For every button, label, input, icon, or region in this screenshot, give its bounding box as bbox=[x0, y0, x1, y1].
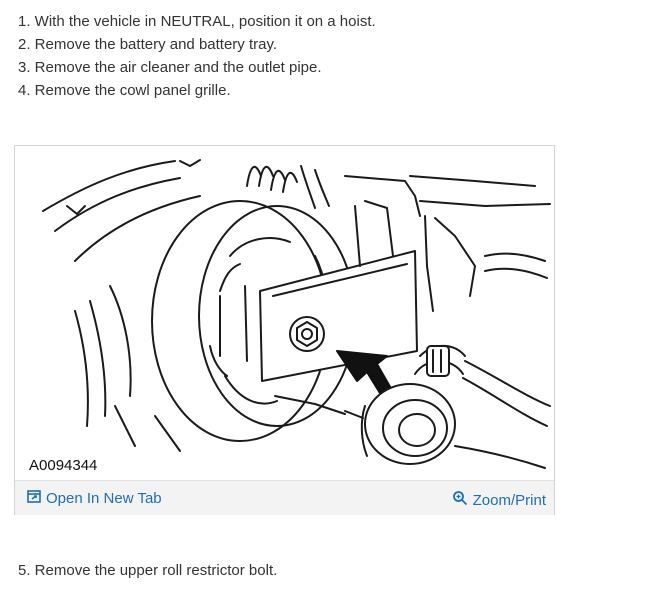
figure-action-bar bbox=[15, 480, 554, 515]
zoom-print-link[interactable] bbox=[452, 490, 546, 510]
figure-panel bbox=[14, 145, 555, 515]
zoom-print-label: Zoom/Print bbox=[472, 491, 546, 509]
open-in-new-tab-icon bbox=[27, 490, 41, 507]
roll-restrictor-illustration bbox=[15, 146, 554, 478]
step-item: 5. Remove the upper roll restrictor bolt. bbox=[18, 562, 278, 579]
open-in-new-tab-link[interactable] bbox=[27, 490, 162, 507]
magnifier-icon bbox=[452, 490, 468, 510]
step-item: 4. Remove the cowl panel grille. bbox=[18, 82, 231, 99]
figure-id-label: A0094344 bbox=[29, 457, 98, 474]
step-item: 3. Remove the air cleaner and the outlet pipe. bbox=[18, 59, 322, 76]
instruction-steps bbox=[18, 10, 376, 102]
step-item: 1. With the vehicle in NEUTRAL, position it on a hoist. bbox=[18, 13, 376, 30]
open-in-new-tab-label: Open In New Tab bbox=[46, 490, 162, 507]
step-item: 2. Remove the battery and battery tray. bbox=[18, 36, 278, 53]
